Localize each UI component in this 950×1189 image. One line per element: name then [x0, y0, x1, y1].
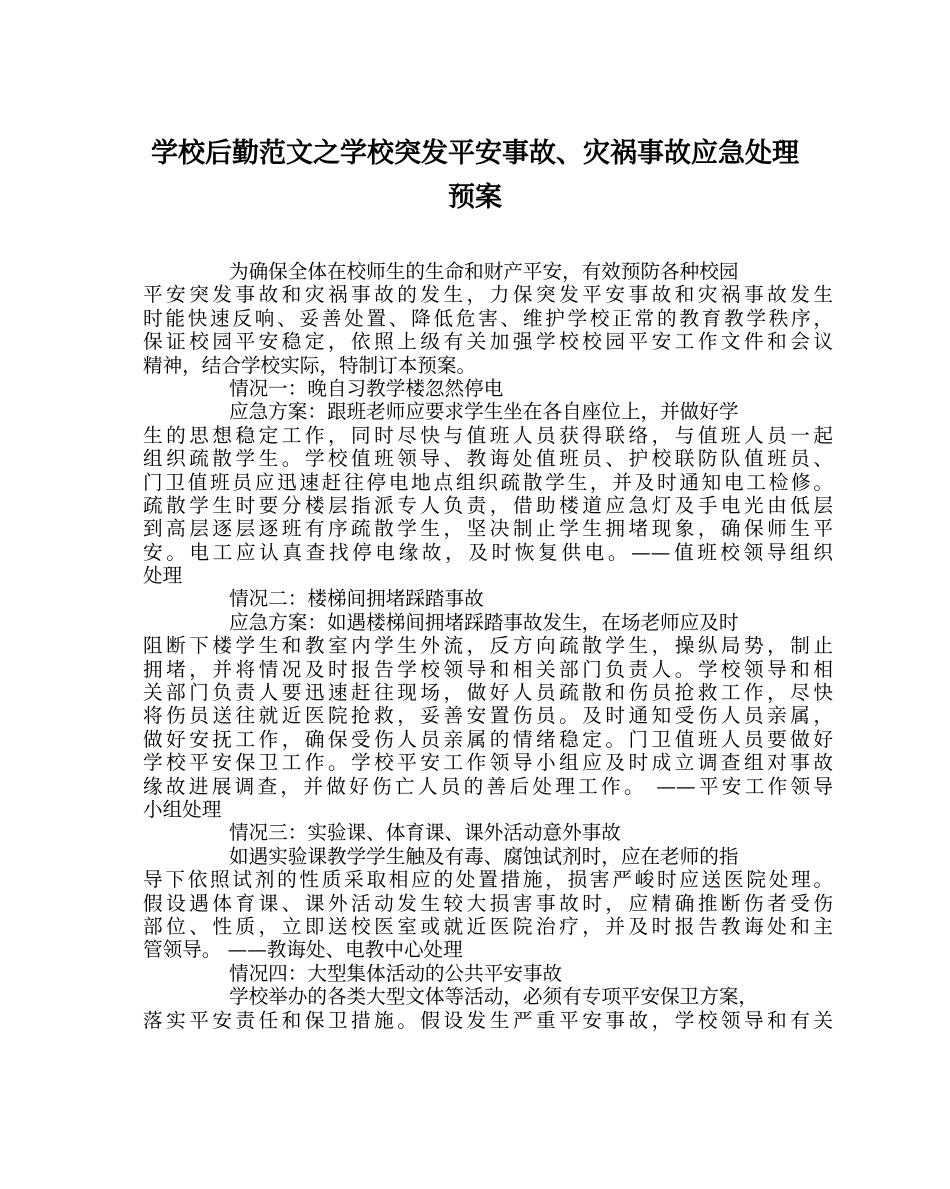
body-line: 安。电工应认真查找停电缘故，及时恢复供电。——值班校领导组织	[143, 540, 833, 564]
body-line: 到高层逐层逐班有序疏散学生，坚决制止学生拥堵现象，确保师生平	[143, 517, 833, 541]
body-line: 学校平安保卫工作。学校平安工作领导小组应及时成立调查组对事故	[143, 751, 833, 775]
body-line: 缘故进展调查，并做好伤亡人员的善后处理工作。 ——平安工作领导	[143, 774, 833, 798]
body-line: 关部门负责人要迅速赶往现场，做好人员疏散和伤员抢救工作，尽快	[143, 681, 833, 705]
body-line: 精神，结合学校实际，特制订本预案。	[143, 353, 477, 377]
body-line: 学校举办的各类大型文体等活动，必须有专项平安保卫方案，	[229, 985, 759, 1009]
document-title	[120, 132, 830, 220]
body-line: 应急方案：跟班老师应要求学生坐在各自座位上，并做好学	[229, 400, 739, 424]
body-line: 门卫值班员应迅速赶往停电地点组织疏散学生，并及时通知电工检修。	[143, 470, 833, 494]
title-line-1: 学校后勤范文之学校突发平安事故、灾祸事故应急处理	[151, 138, 799, 169]
section-heading: 情况二：楼梯间拥堵踩踏事故	[229, 587, 484, 611]
body-line: 疏散学生时要分楼层指派专人负责，借助楼道应急灯及手电光由低层	[143, 493, 833, 517]
body-line: 为确保全体在校师生的生命和财产平安，有效预防各种校园	[229, 260, 739, 283]
body-line: 时能快速反响、妥善处置、降低危害、维护学校正常的教育教学秩序，	[143, 306, 833, 330]
body-line: 保证校园平安稳定，依照上级有关加强学校校园平安工作文件和会议	[143, 330, 833, 354]
body-line: 将伤员送往就近医院抢救，妥善安置伤员。及时通知受伤人员亲属，	[143, 704, 833, 728]
body-line: 拥堵，并将情况及时报告学校领导和相关部门负责人。学校领导和相	[143, 657, 833, 681]
body-line: 落实平安责任和保卫措施。假设发生严重平安事故，学校领导和有关	[143, 1008, 833, 1032]
body-line: 组织疏散学生。学校值班领导、教诲处值班员、护校联防队值班员、	[143, 447, 833, 471]
body-line: 如遇实验课教学学生触及有毒、腐蚀试剂时，应在老师的指	[229, 844, 739, 868]
section-heading: 情况一：晚自习教学楼忽然停电	[229, 376, 504, 400]
section-heading: 情况四：大型集体活动的公共平安事故	[229, 961, 563, 985]
body-line: 生的思想稳定工作，同时尽快与值班人员获得联络，与值班人员一起	[143, 423, 833, 447]
body-line: 部位、性质，立即送校医室或就近医院治疗，并及时报告教诲处和主	[143, 914, 833, 938]
body-line: 管领导。 ——教诲处、电教中心处理	[143, 938, 463, 962]
body-line: 应急方案：如遇楼梯间拥堵踩踏事故发生，在场老师应及时	[229, 610, 739, 634]
section-heading: 情况三：实验课、体育课、课外活动意外事故	[229, 821, 621, 845]
body-line: 小组处理	[143, 797, 222, 821]
body-line: 平安突发事故和灾祸事故的发生，力保突发平安事故和灾祸事故发生	[143, 283, 833, 307]
body-line: 假设遇体育课、课外活动发生较大损害事故时，应精确推断伤者受伤	[143, 891, 833, 915]
body-line: 处理	[143, 564, 183, 588]
body-line: 导下依照试剂的性质采取相应的处置措施，损害严峻时应送医院处理。	[143, 868, 833, 892]
body-line: 做好安抚工作，确保受伤人员亲属的情绪稳定。门卫值班人员要做好	[143, 727, 833, 751]
document-body	[143, 260, 833, 1032]
body-line: 阻断下楼学生和教室内学生外流，反方向疏散学生，操纵局势，制止	[143, 634, 833, 658]
title-line-2: 预案	[448, 182, 502, 213]
